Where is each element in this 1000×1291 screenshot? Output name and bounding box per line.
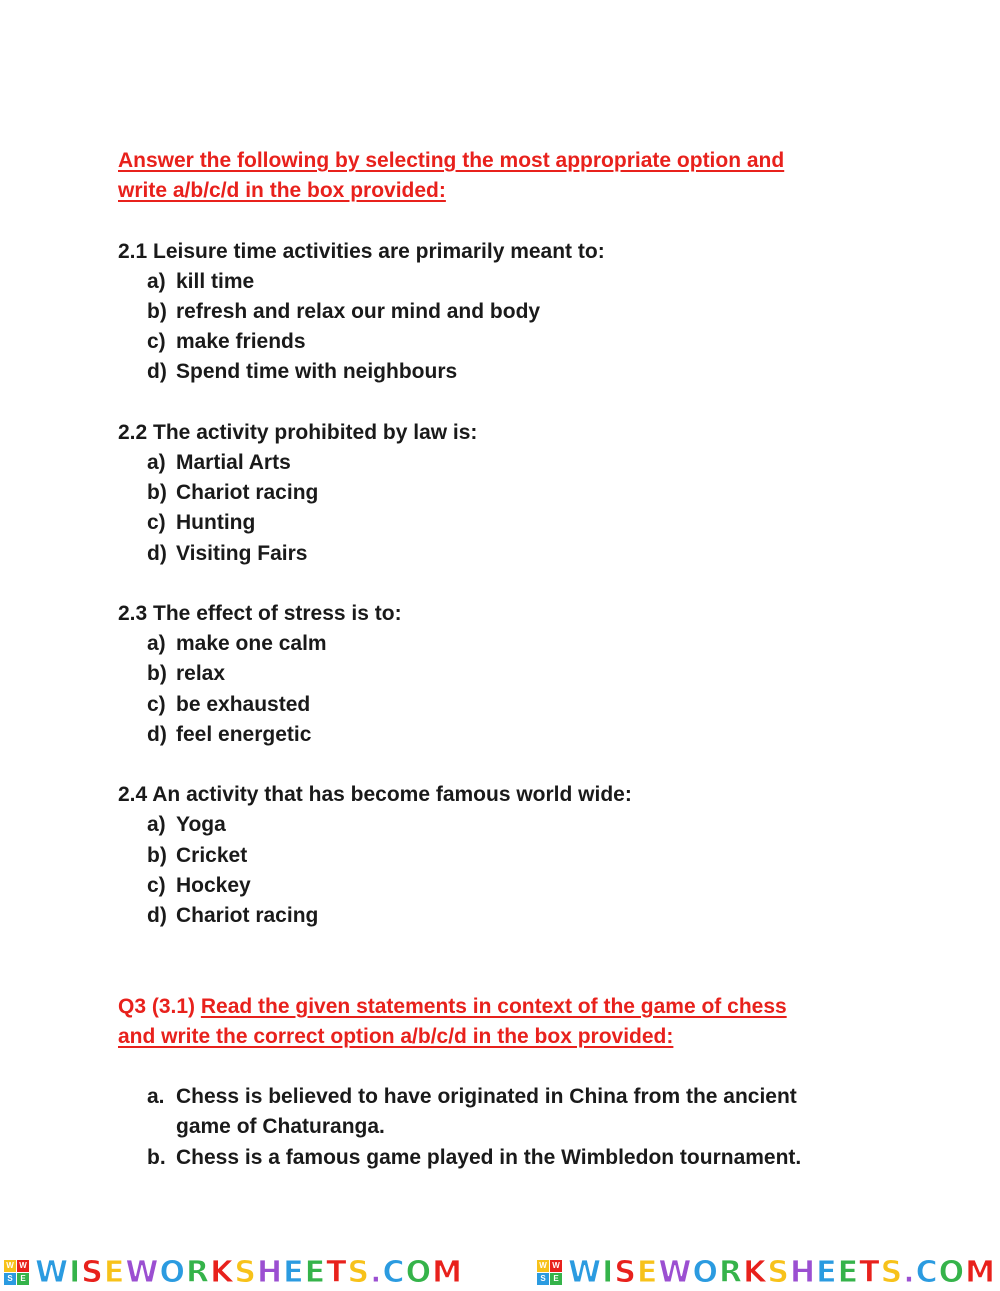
brand-logo-icon: W W S E	[4, 1260, 29, 1285]
option-item: c) be exhausted	[147, 692, 311, 716]
question-2-2	[118, 418, 878, 569]
question-text: 2.3 The effect of stress is to:	[118, 602, 402, 625]
option-item: a) make one calm	[147, 632, 327, 656]
option-item: a) Martial Arts	[147, 451, 291, 474]
question-2-3	[118, 599, 878, 750]
watermark-footer	[0, 1254, 1000, 1291]
option-item: c) make friends	[147, 330, 306, 354]
question-2-4	[118, 780, 878, 931]
section2-instruction-line1: Answer the following by selecting the most appropriate option and	[118, 149, 785, 172]
option-item: d) Visiting Fairs	[147, 541, 308, 565]
option-item: d) Chariot racing	[147, 904, 319, 928]
option-item: c) Hunting	[147, 511, 256, 535]
question-text: 2.4 An activity that has become famous world wide:	[118, 783, 632, 807]
section3-instruction-line1: Q3 (3.1) Read the given statements in context of the game of chess	[118, 994, 787, 1018]
question-text: 2.1 Leisure time activities are primarily meant to:	[118, 239, 605, 263]
statement-item: a. Chess is believed to have originated in China from the ancient game of Chaturanga.	[147, 1085, 797, 1139]
section2-instruction-line2: write a/b/c/d in the box provided:	[118, 179, 446, 203]
brand-wordmark: WISEWORKSHEETS.COM	[35, 1255, 463, 1290]
option-item: d) Spend time with neighbours	[147, 360, 458, 384]
brand-wordmark: WISEWORKSHEETS.COM	[568, 1255, 996, 1290]
brand-logo-icon: W W S E	[537, 1260, 562, 1285]
brand-right	[537, 1255, 996, 1290]
option-item: c) Hockey	[147, 873, 251, 897]
option-item: b) Chariot racing	[147, 481, 319, 505]
option-item: b) refresh and relax our mind and body	[147, 300, 541, 323]
option-item: d) feel energetic	[147, 722, 312, 746]
option-item: a) Yoga	[147, 813, 226, 837]
statement-item: b. Chess is a famous game played in the Wimbledon tournament.	[147, 1145, 802, 1169]
question-2-1	[118, 237, 878, 388]
option-item: b) Cricket	[147, 843, 248, 867]
question-text: 2.2 The activity prohibited by law is:	[118, 420, 478, 444]
option-item: a) kill time	[147, 269, 255, 293]
section3-instruction-line2: and write the correct option a/b/c/d in the box provided:	[118, 1024, 674, 1048]
option-item: b) relax	[147, 662, 226, 686]
worksheet-page	[118, 146, 878, 1173]
section3-prefix: Q3 (3.1)	[118, 994, 201, 1018]
brand-left	[4, 1255, 463, 1290]
